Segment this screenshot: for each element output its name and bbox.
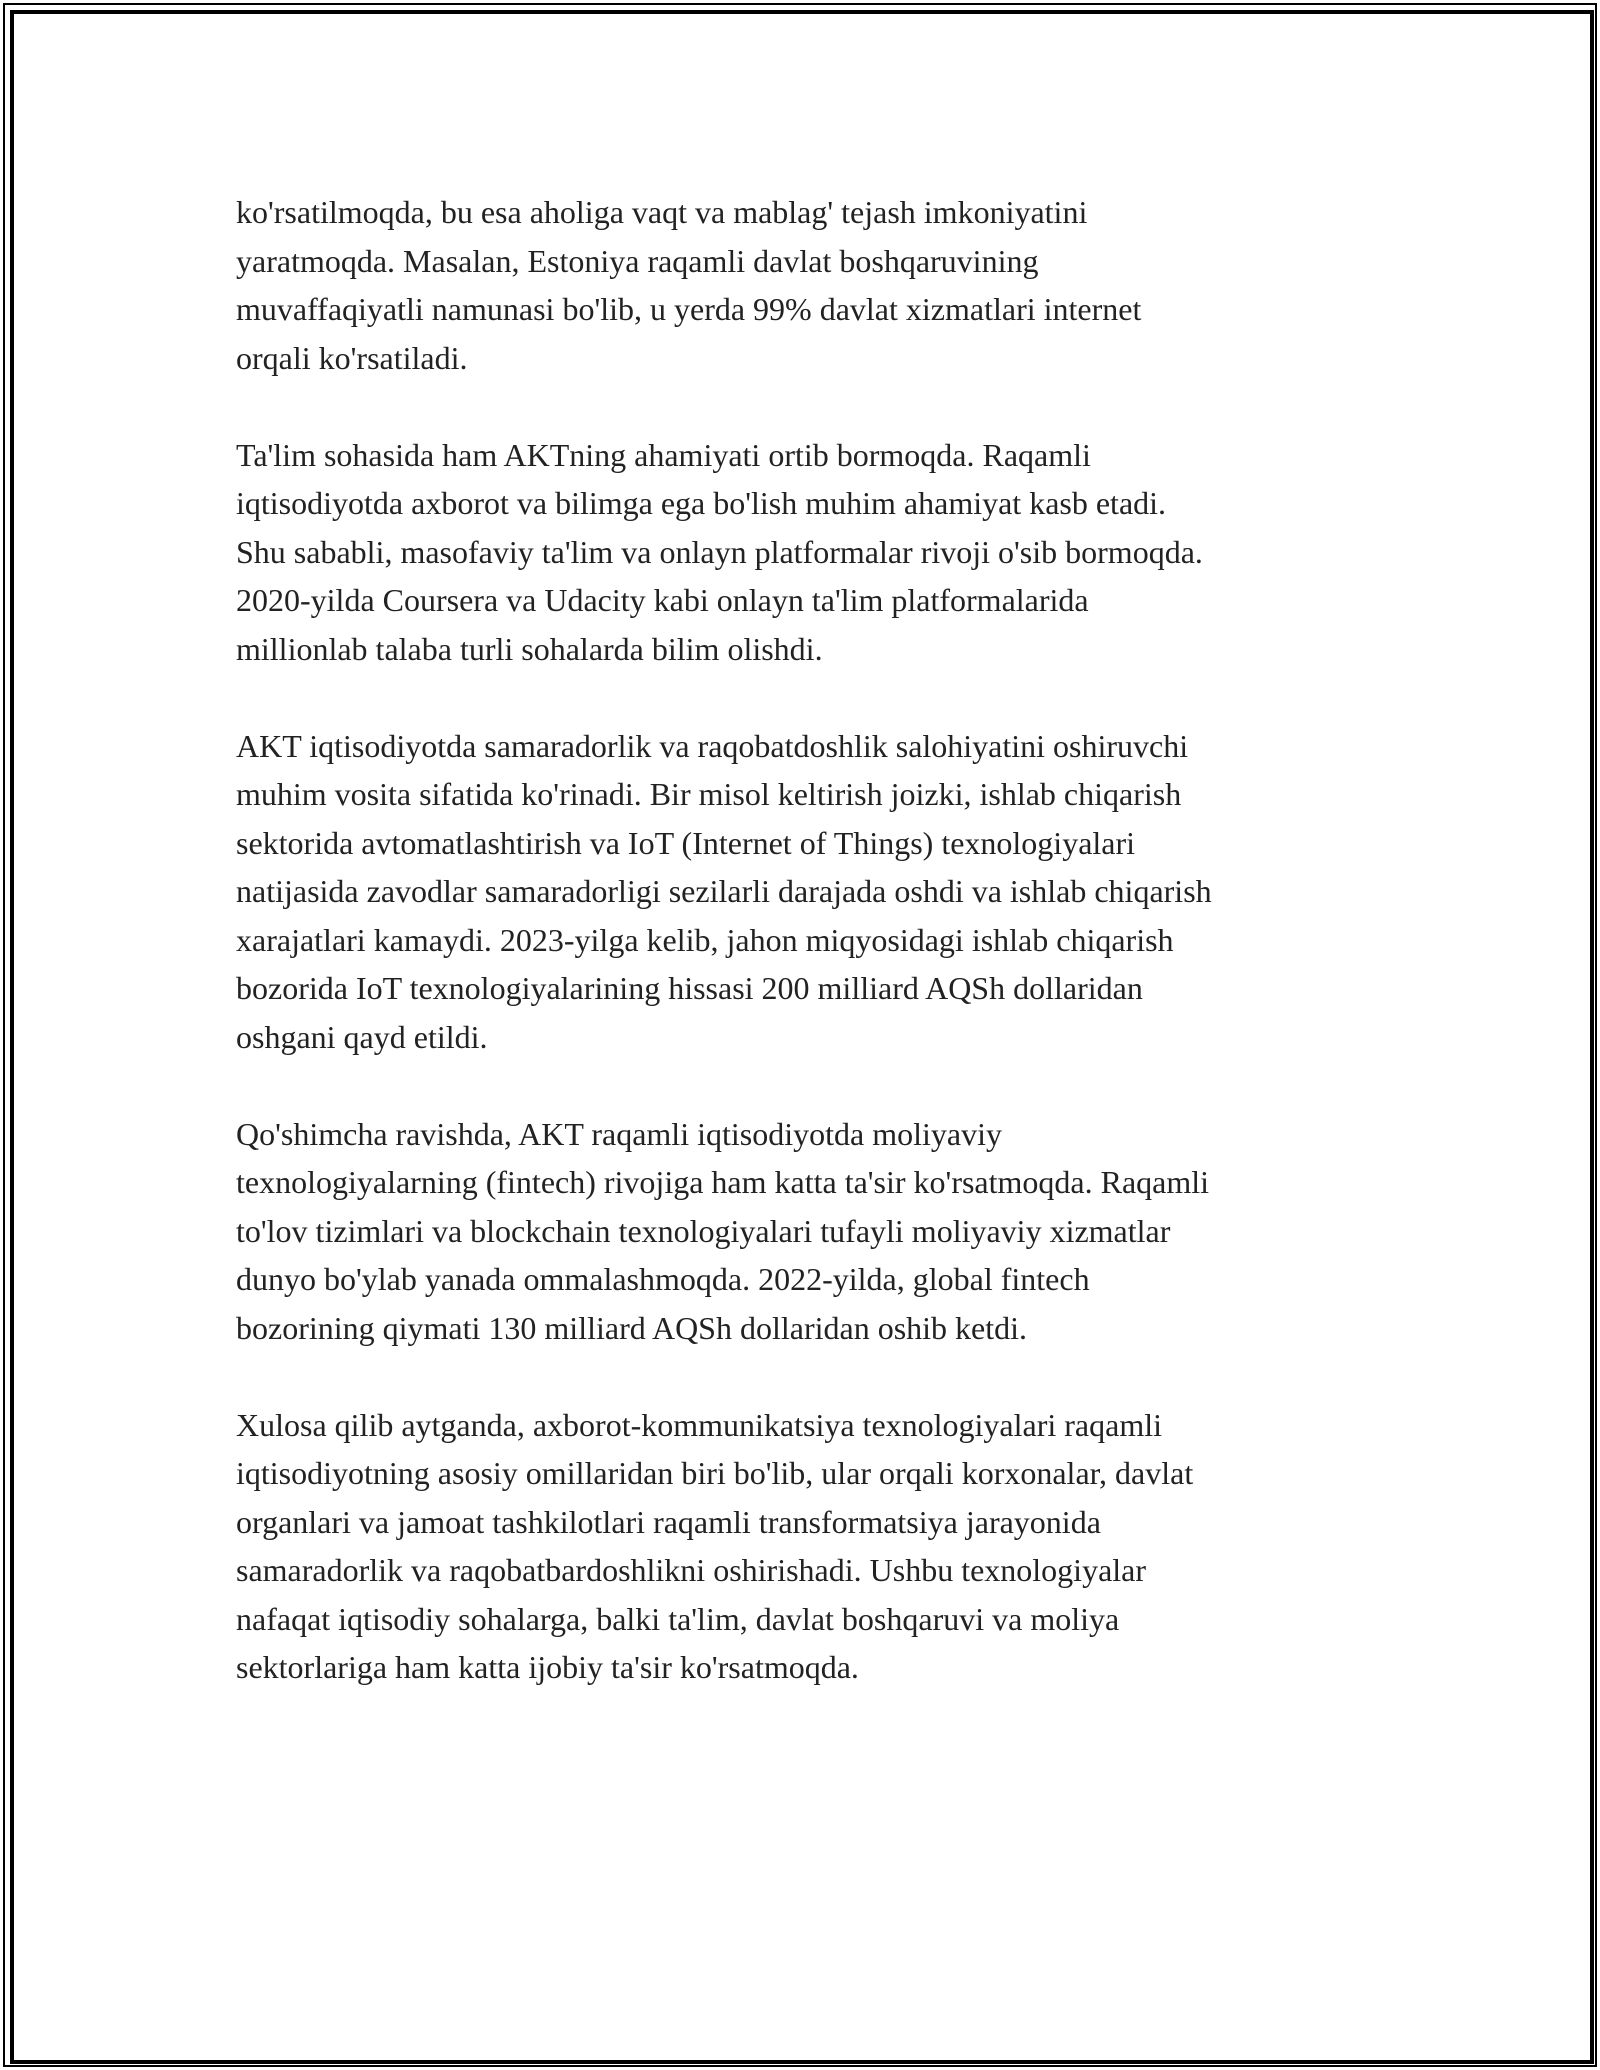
paragraph-education: Ta'lim sohasida ham AKTning ahamiyati ortib bormoqda. Raqamli iqtisodiyotda axborot va bilimga ega bo'lish muhim ahamiyat kasb etadi. Shu sababli, masofaviy ta'lim va onlayn platformalar rivoji o'sib bormoqda. 2020-yilda Coursera va Udacity kabi onlayn ta'lim platformalarida millionlab talaba turli sohalarda bilim olishdi.	[236, 436, 1203, 667]
paragraph-industry-iot: AKT iqtisodiyotda samaradorlik va raqobatdoshlik salohiyatini oshiruvchi muhim vosita sifatida ko'rinadi. Bir misol keltirish joizki, ishlab chiqarish sektorida avtomatlashtirish va IoT (Internet of Things) texnologiyalari natijasida zavodlar samaradorligi sezilarli darajada oshdi va ishlab chiqarish xarajatlari kamaydi. 2023-yilga kelib, jahon miqyosidagi ishlab chiqarish bozorida IoT texnologiyalarining hissasi 200 milliard AQSh dollaridan oshgani qayd etildi.	[236, 727, 1212, 1055]
paragraph-conclusion: Xulosa qilib aytganda, axborot-kommunikatsiya texnologiyalari raqamli iqtisodiyotning asosiy omillaridan biri bo'lib, ular orqali korxonalar, davlat organlari va jamoat tashkilotlari raqamli transformatsiya jarayonida samaradorlik va raqobatbardoshlikni oshirishadi. Ushbu texnologiyalar nafaqat iqtisodiy sohalarga, balki ta'lim, davlat boshqaruvi va moliya sektorlariga ham katta ijobiy ta'sir ko'rsatmoqda.	[236, 1406, 1194, 1685]
paragraph-fintech: Qo'shimcha ravishda, AKT raqamli iqtisodiyotda moliyaviy texnologiyalarning (fintech) rivojiga ham katta ta'sir ko'rsatmoqda. Raqamli to'lov tizimlari va blockchain texnologiyalari tufayli moliyaviy xizmatlar dunyo bo'ylab yanada ommalashmoqda. 2022-yilda, global fintech bozorining qiymati 130 milliard AQSh dollaridan oshib ketdi.	[236, 1115, 1210, 1346]
paragraph-e-government: ko'rsatilmoqda, bu esa aholiga vaqt va mablag' tejash imkoniyatini yaratmoqda. Masalan, Estoniya raqamli davlat boshqaruvining muvaffaqiyatli namunasi bo'lib, u yerda 99% davlat xizmatlari internet orqali ko'rsatiladi.	[236, 194, 1142, 376]
document-body	[236, 188, 1366, 1692]
